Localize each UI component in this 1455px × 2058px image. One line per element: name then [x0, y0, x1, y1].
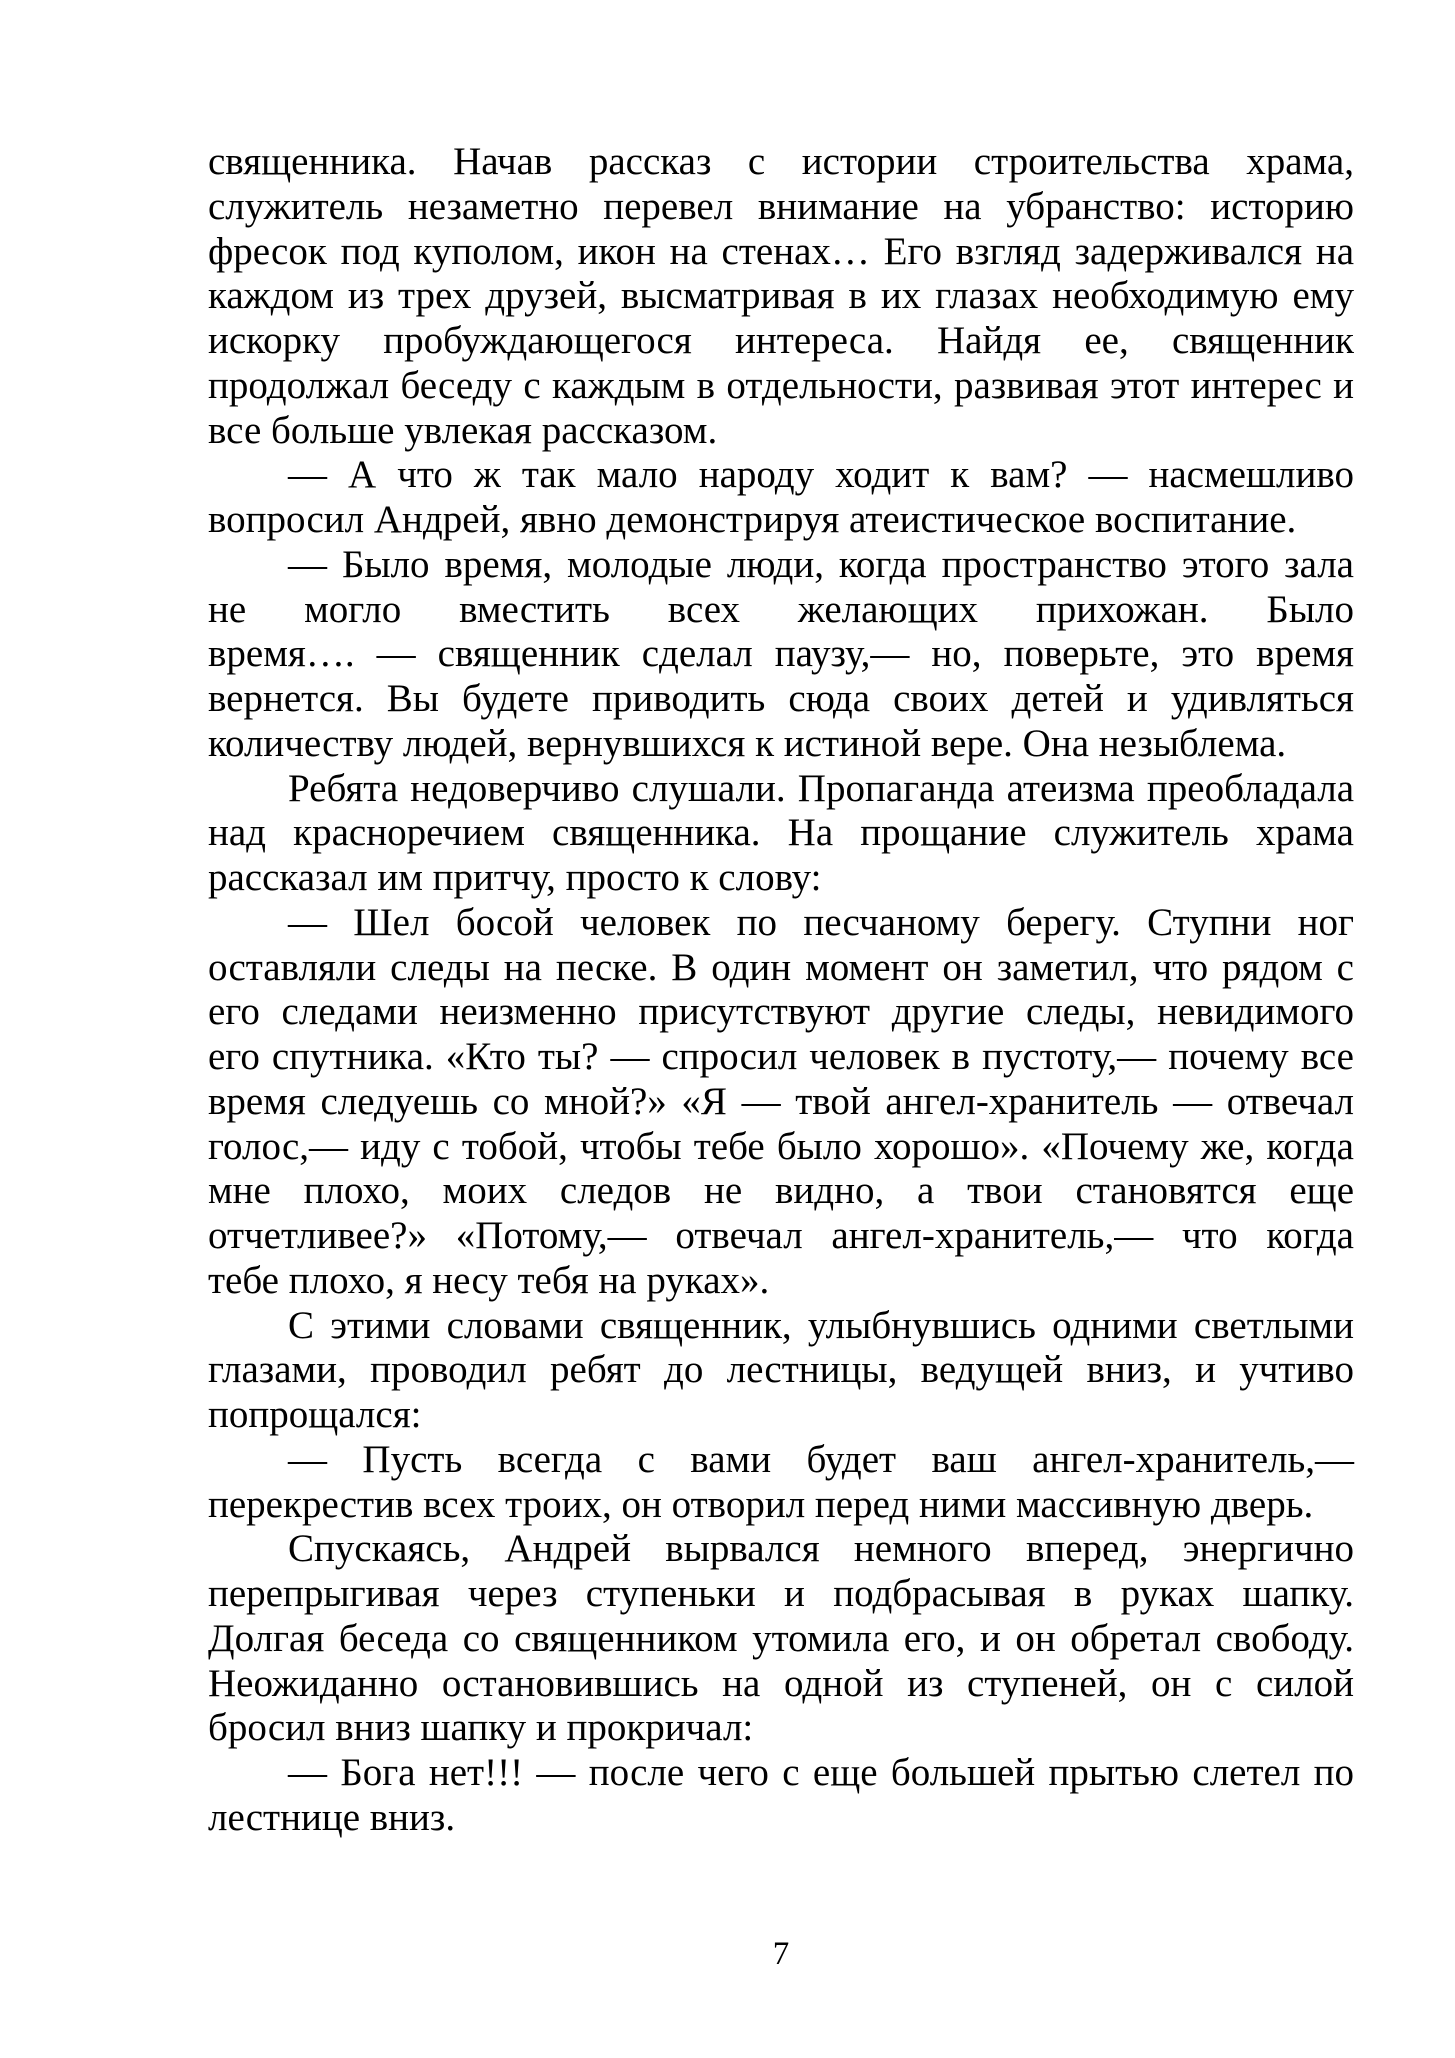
- text-line: искорку пробуждающегося интереса. Найдя ее, священник: [208, 319, 1354, 362]
- paragraph: [208, 767, 1354, 901]
- paragraph: [208, 140, 1354, 453]
- text-line: — Шел босой человек по песчаному берегу. Ступни ног: [288, 900, 1354, 944]
- text-line: С этими словами священник, улыбнувшись одними светлыми: [288, 1303, 1354, 1347]
- text-line: Ребята недоверчиво слушали. Пропаганда атеизма преобладала: [288, 766, 1354, 810]
- text-line: служитель незаметно перевел внимание на убранство: историю: [208, 184, 1354, 228]
- paragraph: [208, 453, 1354, 543]
- text-line: отчетливее?» «Потому,— отвечал ангел-хранитель,— что когда: [208, 1214, 1354, 1257]
- paragraph: [208, 1438, 1354, 1528]
- text-line: его следами неизменно присутствуют другие следы, невидимого: [208, 990, 1354, 1034]
- text-line: оставляли следы на песке. В один момент он заметил, что рядом с: [208, 945, 1354, 989]
- text-line: все больше увлекая рассказом.: [208, 408, 718, 452]
- text-line: Неожиданно остановившись на одной из ступеней, он с силой: [208, 1661, 1354, 1705]
- text-line: количеству людей, вернувшихся к истиной вере. Она незыблема.: [208, 721, 1287, 765]
- text-line: Спускаясь, Андрей вырвался немного вперед, энергично: [288, 1527, 1354, 1571]
- text-line: лестнице вниз.: [208, 1795, 456, 1839]
- text-line: его спутника. «Кто ты? — спросил человек в пустоту,— почему все: [208, 1035, 1354, 1078]
- text-line: бросил вниз шапку и прокричал:: [208, 1706, 754, 1750]
- text-line: — Бога нет!!! — после чего с еще большей прытью слетел по: [288, 1751, 1354, 1794]
- text-line: время…. — священник сделал паузу,— но, поверьте, это время: [208, 632, 1354, 676]
- text-line: — Пусть всегда с вами будет ваш ангел-хранитель,—: [288, 1437, 1354, 1481]
- paragraph: [208, 1751, 1354, 1841]
- text-line: фресок под куполом, икон на стенах… Его взгляд задерживался на: [208, 229, 1354, 273]
- paragraph: [208, 1304, 1354, 1438]
- text-line: — Было время, молодые люди, когда пространство этого зала: [288, 542, 1354, 586]
- page-text: [208, 140, 1354, 1841]
- text-line: тебе плохо, я несу тебя на руках».: [208, 1258, 770, 1302]
- text-line: не могло вместить всех желающих прихожан. Было: [208, 587, 1354, 631]
- text-line: мне плохо, моих следов не видно, а твои становятся еще: [208, 1169, 1354, 1213]
- text-line: вопросил Андрей, явно демонстрируя атеистическое воспитание.: [208, 498, 1297, 541]
- text-line: Долгая беседа со священником утомила его, и он обретал свободу.: [208, 1616, 1354, 1660]
- paragraph: [208, 543, 1354, 767]
- page-number: 7: [772, 1936, 790, 1972]
- text-line: — А что ж так мало народу ходит к вам? — насмешливо: [288, 453, 1354, 497]
- text-line: каждом из трех друзей, высматривая в их глазах необходимую ему: [208, 274, 1354, 318]
- text-line: глазами, проводил ребят до лестницы, ведущей вниз, и учтиво: [208, 1348, 1354, 1392]
- text-line: перепрыгивая через ступеньки и подбрасывая в руках шапку.: [208, 1572, 1354, 1615]
- text-line: рассказал им притчу, просто к слову:: [208, 856, 822, 899]
- text-line: время следуешь со мной?» «Я — твой ангел-хранитель — отвечал: [208, 1079, 1354, 1123]
- text-line: голос,— иду с тобой, чтобы тебе было хорошо». «Почему же, когда: [208, 1124, 1354, 1168]
- text-line: попрощался:: [208, 1393, 422, 1436]
- text-line: перекрестив всех троих, он отворил перед ними массивную дверь.: [208, 1482, 1314, 1526]
- text-line: священника. Начав рассказ с истории строительства храма,: [208, 140, 1354, 183]
- text-line: вернется. Вы будете приводить сюда своих детей и удивляться: [208, 677, 1354, 720]
- text-line: продолжал беседу с каждым в отдельности, развивая этот интерес и: [208, 363, 1354, 407]
- paragraph: [208, 901, 1354, 1304]
- paragraph: [208, 1527, 1354, 1751]
- text-line: над красноречием священника. На прощание служитель храма: [208, 811, 1354, 855]
